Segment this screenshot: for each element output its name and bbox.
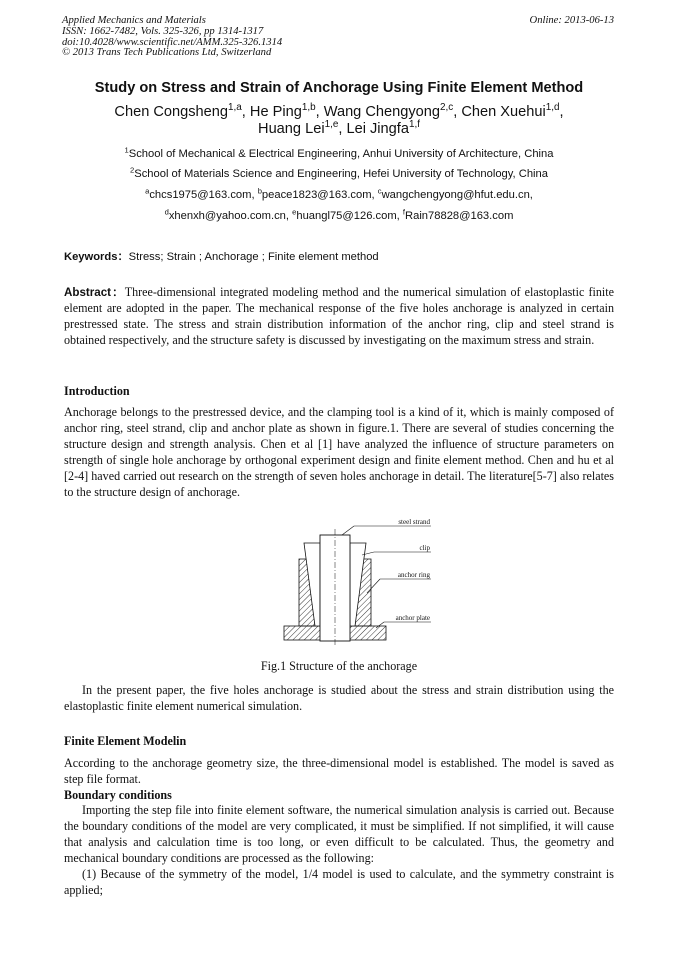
email-address: xhenxh@yahoo.com.cn, xyxy=(168,210,293,222)
email-mark: c xyxy=(377,186,382,196)
figure-caption: Fig.1 Structure of the anchorage xyxy=(260,659,418,673)
journal-header xyxy=(62,16,614,59)
separator: , xyxy=(453,104,462,120)
anchor-plate-left xyxy=(284,626,322,640)
affil-text: School of Mechanical & Electrical Engineering, Anhui University of Architecture, China xyxy=(128,148,554,160)
label-clip: clip xyxy=(419,544,430,552)
author-affil-mark: 1,f xyxy=(408,119,420,131)
email-mark: e xyxy=(292,207,297,217)
paper-title: Study on Stress and Strain of Anchorage Using Finite Element Method xyxy=(94,80,584,96)
email-mark: d xyxy=(164,207,169,217)
affil-text: School of Materials Science and Engineering, Hefei University of Technology, China xyxy=(134,168,548,180)
author: Chen Xuehui xyxy=(461,104,546,120)
separator: , xyxy=(315,104,324,120)
section-heading-introduction: Introduction xyxy=(64,384,130,398)
keywords xyxy=(64,248,624,264)
email-address: peace1823@163.com, xyxy=(261,189,378,201)
anchor-plate-right xyxy=(348,626,386,640)
email-address: chcs1975@163.com, xyxy=(149,189,258,201)
doi-line: doi:10.4028/www.scientific.net/AMM.325-326.1314 xyxy=(62,36,283,48)
author: Chen Congsheng xyxy=(114,104,229,120)
fem-paragraph-3: (1) Because of the symmetry of the model, 1/4 model is used to calculate, and the symmetry constraint is applied; xyxy=(64,867,614,897)
section-heading-fem: Finite Element Modelin xyxy=(64,734,187,748)
abstract-label: Abstract： xyxy=(64,286,125,299)
separator: , xyxy=(559,104,564,120)
email-address: huangl75@126.com, xyxy=(296,210,403,222)
online-date: Online: 2013-06-13 xyxy=(529,15,614,26)
abstract xyxy=(64,285,614,349)
subsection-heading-boundary: Boundary conditions xyxy=(64,788,172,802)
affiliation-2 xyxy=(40,165,638,180)
email-line-2 xyxy=(40,207,638,222)
email-mark: b xyxy=(257,186,262,196)
email-address: Rain78828@163.com xyxy=(405,210,514,222)
email-mark: a xyxy=(145,186,150,196)
label-anchor-plate: anchor plate xyxy=(395,614,430,622)
journal-name: Applied Mechanics and Materials xyxy=(62,15,206,26)
author-affil-mark: 1,d xyxy=(545,102,560,114)
abstract-text: Three-dimensional integrated modeling method and the numerical simulation of elastoplastic finite element are adopted in the paper. The mechanical response of the five holes anchorage is analyzed in certain prestressed state. The stress and strain distribution information of the anchor ring, clip and steel strand is obtained respectively, and the structure safety is discussed by investigating on the maximum stress and strain. xyxy=(64,285,614,347)
affiliation-1 xyxy=(40,145,638,160)
intro-paragraph-1: Anchorage belongs to the prestressed device, and the clamping tool is a kind of it, which is mainly composed of anchor ring, steel strand, clip and anchor plate as shown in figure.1. There are several of studies concerning the structure design and strength analysis. Chen et al [1] have analyzed the influence of structure parameters on strength of single hole anchorage by orthogonal experiment design and finite element method. Chen and hu et al [2-4] haved carried out research on the strength of seven holes anchorage in detail. The literature[5-7] also relates to the structure design of anchorage. xyxy=(64,405,614,499)
email-line-1 xyxy=(40,186,638,201)
issn-line: ISSN: 1662-7482, Vols. 325-326, pp 1314-1317 xyxy=(62,25,264,37)
author: He Ping xyxy=(249,104,302,120)
author: Lei Jingfa xyxy=(346,121,409,137)
email-mark: f xyxy=(402,207,406,217)
author: Huang Lei xyxy=(258,121,325,137)
anchorage-structure-figure xyxy=(276,515,436,650)
keywords-label: Keywords： xyxy=(64,251,129,263)
label-anchor-ring: anchor ring xyxy=(397,571,430,579)
email-address: wangchengyong@hfut.edu.cn, xyxy=(381,189,533,201)
label-steel-strand: steel strand xyxy=(398,518,430,526)
affil-mark: 1 xyxy=(124,145,129,155)
copyright-line: © 2013 Trans Tech Publications Ltd, Switzerland xyxy=(62,47,272,59)
author-affil-mark: 1,b xyxy=(301,102,316,114)
separator: , xyxy=(241,104,250,120)
affil-mark: 2 xyxy=(130,165,135,175)
leader-steel-strand xyxy=(342,526,354,535)
intro-paragraph-2: In the present paper, the five holes anchorage is studied about the stress and strain distribution using the elastoplastic finite element numerical simulation. xyxy=(64,683,614,713)
separator: , xyxy=(338,121,347,137)
author-affil-mark: 1,a xyxy=(228,102,242,114)
author: Wang Chengyong xyxy=(323,104,441,120)
keywords-text: Stress; Strain ; Anchorage ; Finite element method xyxy=(128,251,379,263)
author-affil-mark: 2,c xyxy=(440,102,454,114)
author-list xyxy=(40,104,638,138)
fem-paragraph-1: According to the anchorage geometry size, the three-dimensional model is established. The model is saved as step file format. xyxy=(64,756,614,786)
author-affil-mark: 1,e xyxy=(324,119,339,131)
fem-paragraph-2: Importing the step file into finite element software, the numerical simulation analysis is carried out. Because the boundary conditions of the model are very complicated, it must be simplified. If not simplified, it will cause that analysis and calculation time is too long, or even difficult to be calculated. Thus, the geometry and mechanical boundary conditions are processed as the following: xyxy=(64,803,614,865)
